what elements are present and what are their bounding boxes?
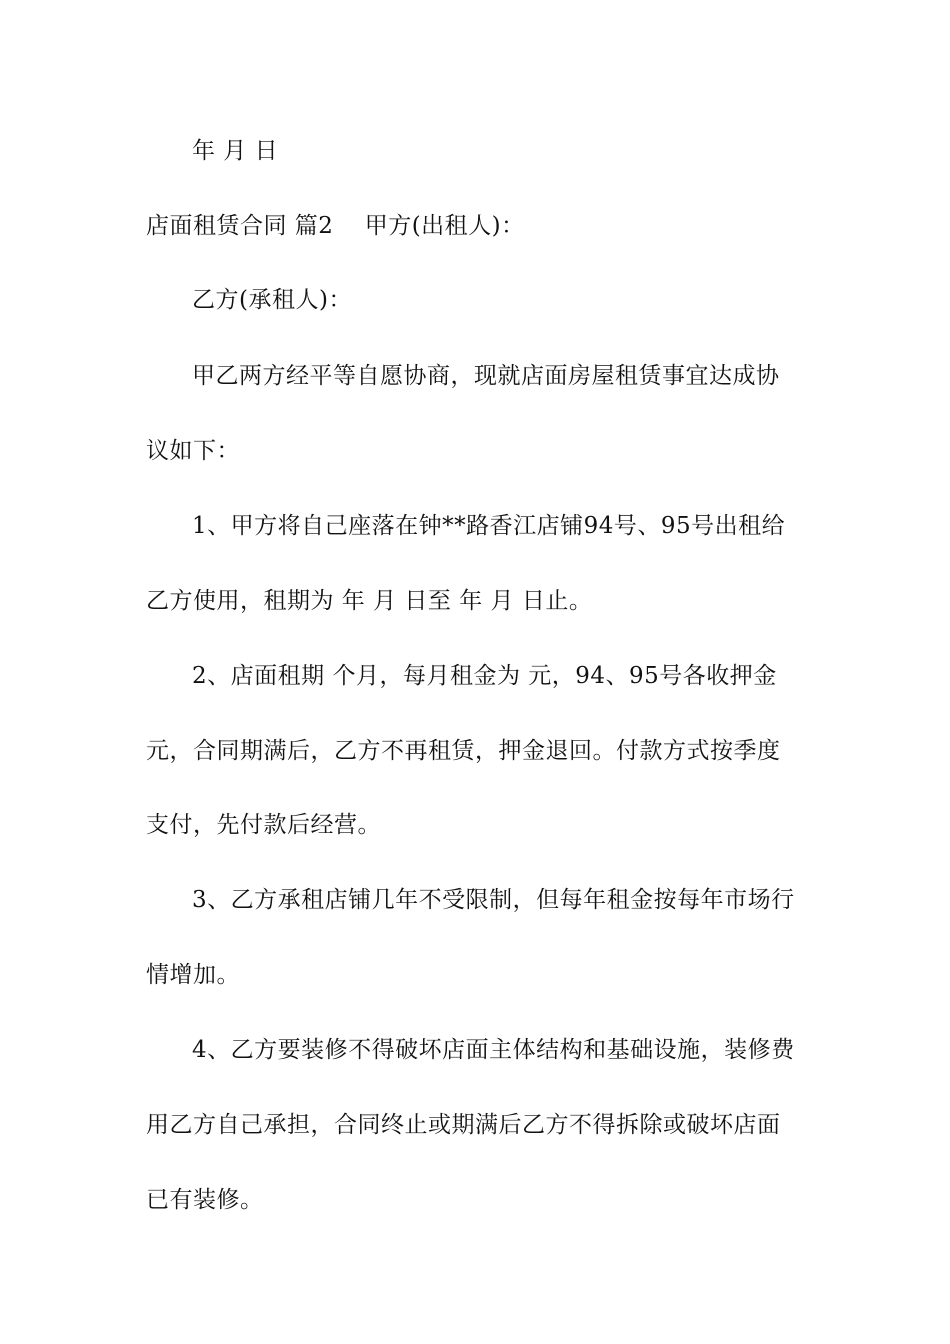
date-line: 年 月 日 — [192, 138, 279, 164]
clause-4-line-1: 4、乙方要装修不得破坏店面主体结构和基础设施，装修费 — [192, 1037, 795, 1063]
clause-3-line-1: 3、乙方承租店铺几年不受限制，但每年租金按每年市场行 — [192, 887, 795, 913]
intro-paragraph-line-2: 议如下： — [146, 438, 240, 464]
clause-2-line-3: 支付，先付款后经营。 — [146, 812, 381, 838]
clause-4-line-2: 用乙方自己承担，合同终止或期满后乙方不得拆除或破坏店面 — [146, 1112, 781, 1138]
intro-paragraph-line-1: 甲乙两方经平等自愿协商，现就店面房屋租赁事宜达成协 — [192, 363, 780, 389]
contract-title-line: 店面租赁合同 篇2 甲方(出租人)： — [146, 213, 525, 239]
clause-1-line-2: 乙方使用，租期为 年 月 日至 年 月 日止。 — [146, 588, 593, 614]
clause-1-line-1: 1、甲方将自己座落在钟**路香江店铺94号、95号出租给 — [192, 513, 786, 539]
lessee-line: 乙方(承租人)： — [192, 287, 352, 313]
clause-2-line-1: 2、店面租期 个月，每月租金为 元，94、95号各收押金 — [192, 663, 777, 689]
clause-2-line-2: 元，合同期满后，乙方不再租赁，押金退回。付款方式按季度 — [146, 738, 781, 764]
clause-4-line-3: 已有装修。 — [146, 1187, 264, 1213]
clause-3-line-2: 情增加。 — [146, 962, 240, 988]
